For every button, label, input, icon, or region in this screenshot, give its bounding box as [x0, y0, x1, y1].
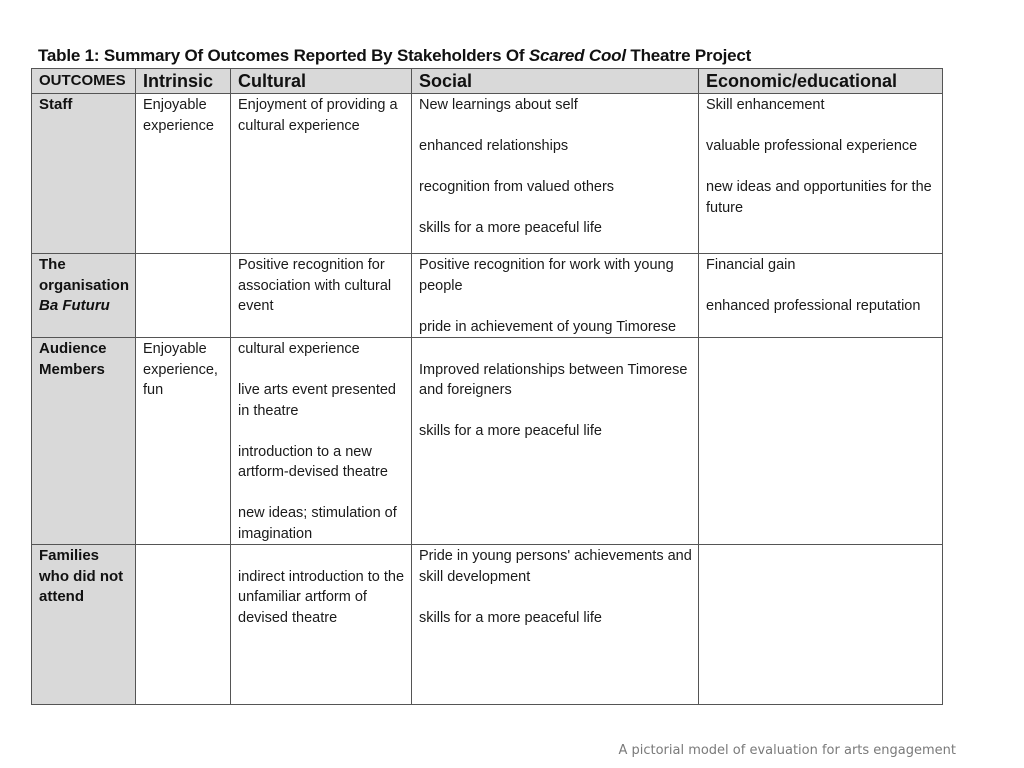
cell-gap — [419, 587, 694, 608]
cell-text: Positive recognition for association with cultural event — [238, 257, 392, 314]
cell-text: cultural experience — [238, 341, 360, 357]
cell-staff-cultural — [231, 94, 412, 254]
cell-families-cultural — [231, 545, 412, 705]
cell-gap — [238, 483, 407, 504]
header-outcomes: OUTCOMES — [32, 69, 136, 94]
cell-organisation-social — [412, 254, 699, 338]
cell-text: enhanced professional reputation — [706, 298, 921, 314]
cell-gap — [419, 296, 694, 317]
table-row-organisation — [32, 254, 943, 338]
cell-organisation-economic — [699, 254, 943, 338]
slide-footer: A pictorial model of evaluation for arts engagement — [618, 743, 956, 758]
table-row-families — [32, 545, 943, 705]
cell-text: Skill enhancement — [706, 97, 825, 113]
cell-text: indirect introduction to the unfamiliar artform of devised theatre — [238, 568, 405, 626]
cell-gap — [706, 276, 938, 297]
cell-gap — [238, 421, 407, 442]
cell-text: Enjoyable experience — [143, 97, 214, 134]
cell-text: introduction to a new artform-devised theatre — [238, 443, 388, 480]
cell-text: Financial gain — [706, 257, 796, 273]
table-row-audience — [32, 338, 943, 545]
cell-staff-economic — [699, 94, 943, 254]
row-label-audience: Audience Members — [32, 338, 136, 545]
caption-suffix: Theatre Project — [625, 46, 752, 65]
cell-text: skills for a more peaceful life — [419, 609, 602, 626]
cell-organisation-intrinsic — [136, 254, 231, 338]
cell-text: Pride in young persons' achievements and skill development — [419, 548, 692, 585]
row-label-organisation-name: Ba Futuru — [39, 297, 110, 314]
cell-text: skills for a more peaceful life — [419, 220, 602, 236]
cell-gap — [419, 401, 694, 422]
cell-gap — [419, 116, 694, 137]
cell-staff-intrinsic — [136, 94, 231, 254]
header-economic: Economic/educational — [699, 69, 943, 94]
cell-audience-social — [412, 338, 699, 545]
cell-families-economic — [699, 545, 943, 705]
cell-gap — [238, 360, 407, 381]
cell-text: skills for a more peaceful life — [419, 423, 602, 439]
cell-gap — [706, 116, 938, 137]
outcomes-table — [31, 68, 943, 705]
caption-italic-title: Scared Cool — [528, 46, 626, 65]
cell-audience-intrinsic — [136, 338, 231, 545]
header-row — [32, 69, 943, 94]
cell-organisation-cultural — [231, 254, 412, 338]
cell-text: new ideas; stimulation of imagination — [238, 505, 397, 542]
row-label-organisation-text: The organisation — [39, 256, 130, 294]
cell-audience-cultural — [231, 338, 412, 545]
row-label-organisation — [32, 254, 136, 338]
caption-prefix: Table 1: Summary Of Outcomes Reported By Stakeholders Of — [38, 46, 529, 65]
row-label-staff: Staff — [32, 94, 136, 254]
header-intrinsic: Intrinsic — [136, 69, 231, 94]
cell-text: Enjoyment of providing a cultural experience — [238, 97, 398, 134]
cell-families-social — [412, 545, 699, 705]
cell-gap — [706, 157, 938, 178]
cell-text: live arts event presented in theatre — [238, 382, 396, 419]
cell-text: enhanced relationships — [419, 138, 569, 154]
cell-families-intrinsic — [136, 545, 231, 705]
table-row-staff — [32, 94, 943, 254]
header-social: Social — [412, 69, 699, 94]
cell-text: Improved relationships between Timorese and foreigners — [419, 361, 688, 398]
cell-text: New learnings about self — [419, 97, 578, 113]
cell-gap — [419, 339, 694, 360]
cell-text: recognition from valued others — [419, 179, 615, 195]
header-cultural: Cultural — [231, 69, 412, 94]
cell-gap — [238, 546, 407, 567]
table-caption — [38, 46, 751, 66]
cell-text: Enjoyable experience, fun — [143, 341, 218, 398]
cell-audience-economic — [699, 338, 943, 545]
cell-text: pride in achievement of young Timorese — [419, 318, 677, 335]
cell-gap — [419, 157, 694, 178]
cell-text: new ideas and opportunities for the future — [706, 179, 932, 216]
cell-gap — [419, 198, 694, 219]
row-label-families: Families who did not attend — [32, 545, 136, 705]
cell-text: valuable professional experience — [706, 138, 918, 154]
cell-staff-social — [412, 94, 699, 254]
cell-text: Positive recognition for work with young people — [419, 257, 674, 294]
